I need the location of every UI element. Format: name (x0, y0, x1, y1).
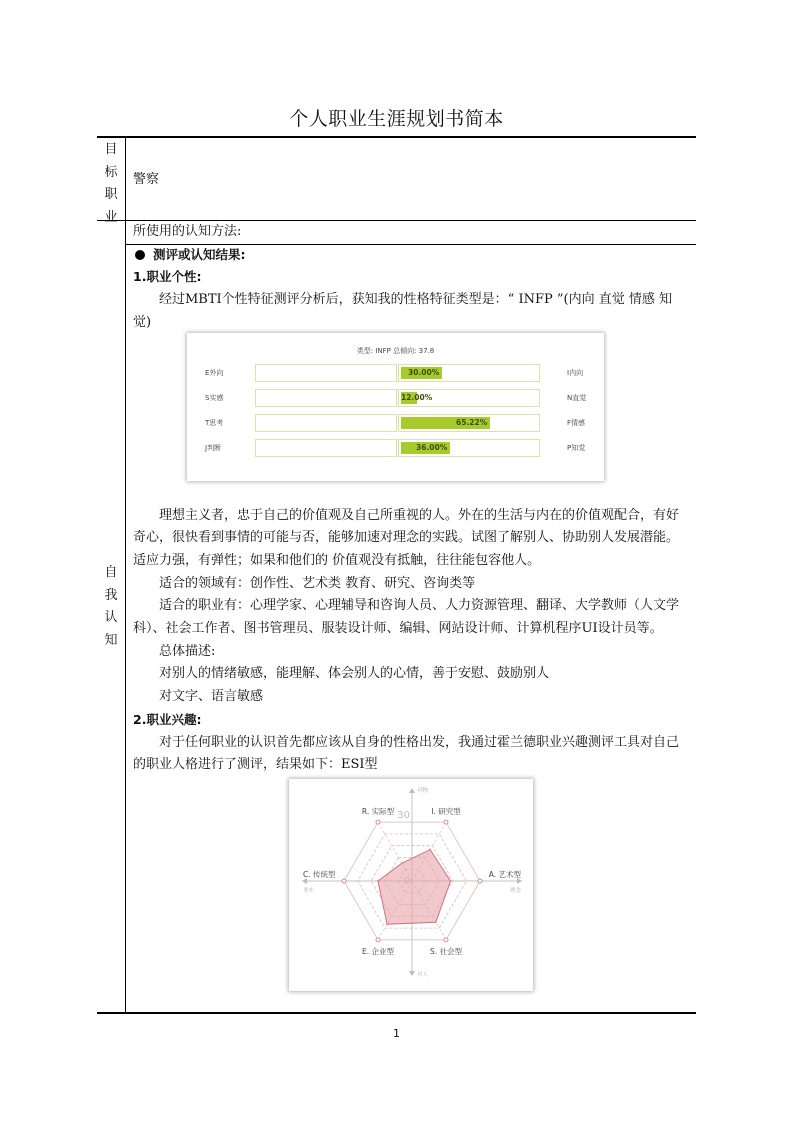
mbti-value-label: 36.00% (416, 443, 448, 452)
page-number: 1 (393, 1027, 400, 1040)
mbti-row (187, 364, 604, 382)
mbti-left-label: E外向 (205, 369, 224, 377)
mbti-left-label: J判断 (205, 444, 222, 452)
holland-radar-chart (289, 779, 533, 991)
mbti-value-label: 12.00% (401, 393, 433, 402)
axis-label-right: 理念 (509, 888, 521, 894)
radar-data-area (378, 850, 451, 925)
personality-description: 理想主义者，忠于自己的价值观及自己所重视的人。外在的生活与内在的价值观配合，有好奇心，很快看到事情的可能与否，能够加速对理念的实践。试图了解别人、协助别人发展潜能。适应力强，有弹性；如果和他们的 价值观没有抵触，往往能包容他人。 (133, 507, 680, 568)
suitable-careers: 适合的职业有：心理学家、心理辅导和咨询人员、人力资源管理、翻译、大学教师（人文学科）、社会工作者、图书管理员、服装设计师、编辑、网站设计师、计算机程序UI设计员等。 (133, 598, 680, 637)
mbti-right-label: I内向 (567, 369, 584, 377)
mbti-chart (187, 333, 604, 481)
label-char: 职 (104, 187, 118, 202)
radar-category-label: C. 传统型 (303, 870, 336, 879)
radar-category-label: E. 企业型 (361, 946, 395, 956)
mbti-left-track (255, 439, 397, 457)
radar-svg (289, 779, 533, 991)
summary-line: 对文字、语言敏感 (159, 689, 264, 705)
results-heading (133, 244, 690, 267)
radar-data-point (386, 923, 388, 925)
self-awareness-content (133, 221, 690, 777)
mbti-right-label: N直觉 (567, 394, 587, 402)
summary-line: 对别人的情绪敏感，能理解、体会别人的心情，善于安慰、鼓励别人 (159, 666, 550, 682)
bullet-icon (135, 250, 145, 260)
radar-data-point (429, 849, 431, 851)
radar-vertex-marker (376, 938, 380, 942)
radar-category-label: R. 实际型 (361, 807, 395, 817)
mbti-row (187, 414, 604, 432)
section1-heading: 1.职业个性: (133, 269, 202, 285)
mbti-right-track (398, 389, 540, 407)
label-char: 认 (104, 610, 118, 625)
column-divider (125, 138, 126, 1012)
radar-category-label: S. 社会型 (429, 946, 463, 956)
page-title: 个人职业生涯规划书简本 (289, 108, 504, 130)
mbti-chart-title: 类型: INFP 总倾向: 37.8 (356, 347, 435, 355)
table-top-rule (97, 136, 696, 138)
radar-vertex-marker (478, 879, 482, 883)
label-char: 目 (104, 142, 118, 157)
radar-vertex-marker (444, 820, 448, 824)
target-career-value: 警察 (133, 172, 160, 187)
self-awareness-label (97, 562, 125, 652)
mbti-left-label: S实感 (205, 394, 224, 402)
suitable-fields: 适合的领域有：创作性、艺术类 教育、研究、咨询类等 (159, 575, 476, 591)
radar-data-point (450, 880, 452, 882)
mbti-left-track (255, 389, 397, 407)
target-career-label (97, 139, 125, 229)
radar-data-point (377, 880, 379, 882)
mbti-left-track (255, 364, 397, 382)
mbti-right-label: P知觉 (567, 444, 586, 452)
method-label: 所使用的认知方法: (133, 224, 242, 239)
axis-label-left: 务实 (303, 888, 315, 894)
mbti-right-track (398, 364, 540, 382)
radar-category-label: I. 研究型 (431, 807, 461, 817)
radar-vertex-marker (376, 820, 380, 824)
mbti-right-track (398, 414, 540, 432)
mbti-value-label: 30.00% (408, 368, 440, 377)
label-char: 知 (104, 632, 118, 648)
axis-arrow-up-icon (409, 788, 415, 793)
mbti-value-label: 65.22% (456, 418, 488, 427)
mbti-right-track (398, 439, 540, 457)
label-char: 我 (104, 587, 118, 603)
axis-label-top: 对物 (417, 788, 429, 794)
mbti-right-label: F情感 (567, 419, 586, 427)
method-divider (125, 244, 696, 245)
mbti-row (187, 439, 604, 457)
radar-data-point (401, 863, 403, 865)
section2-text: 对于任何职业的认识首先都应该从自身的性格出发，我通过霍兰德职业兴趣测评工具对自己的职业人格进行了测评，结果如下：ESI型 (133, 734, 680, 773)
summary-label: 总体描述: (159, 643, 216, 659)
table-bottom-rule (97, 1012, 696, 1014)
label-char: 业 (104, 209, 118, 225)
mbti-left-label: T思考 (205, 419, 224, 427)
radar-tick-label: 30 (397, 810, 410, 821)
mbti-left-track (255, 414, 397, 432)
radar-category-label: A. 艺术型 (488, 870, 521, 879)
mbti-row (187, 389, 604, 407)
section1-intro: 经过MBTI个性特征测评分析后，获知我的性格特征类型是：“ INFP ”(内向 直觉 情感 知觉) (133, 292, 672, 330)
axis-arrow-down-icon (409, 971, 415, 976)
radar-tick-label: 0 (403, 876, 410, 887)
radar-data-point (435, 921, 437, 923)
axis-label-bottom: 对人 (417, 972, 429, 978)
radar-vertex-marker (342, 879, 346, 883)
label-char: 标 (104, 164, 118, 180)
results-heading-text: 测评或认知结果: (153, 246, 246, 262)
radar-vertex-marker (444, 938, 448, 942)
section2-heading: 2.职业兴趣: (133, 711, 202, 727)
label-char: 自 (104, 565, 118, 580)
